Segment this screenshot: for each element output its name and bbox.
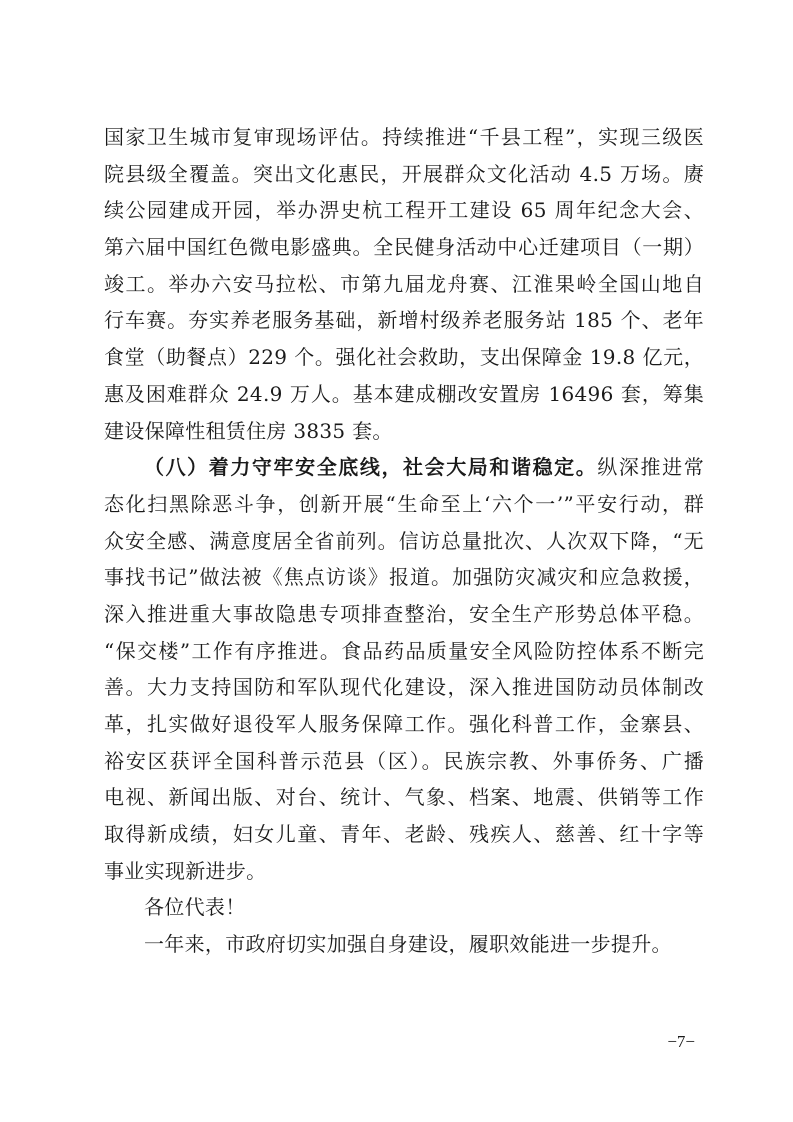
- text-line: 善。大力支持国防和军队现代化建设，深入推进国防动员体制改: [104, 675, 704, 700]
- heading-line-rest: 纵深推进常: [597, 455, 704, 480]
- text-line: 裕安区获评全国科普示范县（区）。民族宗教、外事侨务、广播: [104, 748, 704, 773]
- page-number: −7−: [667, 1032, 695, 1051]
- text-line: 院县级全覆盖。突出文化惠民，开展群众文化活动 4.5 万场。赓: [104, 161, 704, 186]
- text-line: 态化扫黑除恶斗争，创新开展“生命至上‘六个一’”平安行动，群: [104, 491, 704, 516]
- text-line: 革，扎实做好退役军人服务保障工作。强化科普工作，金寨县、: [104, 712, 704, 736]
- text-line: 取得新成绩，妇女儿童、青年、老龄、残疾人、慈善、红十字等: [104, 822, 704, 847]
- body-text: [104, 119, 704, 963]
- text-line: 事业实现新进步。: [104, 858, 267, 883]
- section-heading-line: [104, 449, 704, 486]
- text-line: 事找书记”做法被《焦点访谈》报道。加强防灾减灾和应急救援，: [104, 565, 704, 590]
- section-heading: （八）着力守牢安全底线，社会大局和谐稳定。: [144, 455, 598, 480]
- closing-line: 一年来，市政府切实加强自身建设，履职效能进一步提升。: [144, 932, 672, 957]
- salutation: 各位代表！: [144, 895, 246, 920]
- text-line: 行车赛。夯实养老服务基础，新增村级养老服务站 185 个、老年: [104, 308, 704, 333]
- text-line: 建设保障性租赁住房 3835 套。: [104, 418, 393, 443]
- text-line: 电视、新闻出版、对台、统计、气象、档案、地震、供销等工作: [104, 785, 704, 810]
- text-line: 第六届中国红色微电影盛典。全民健身活动中心迁建项目（一期）: [104, 235, 704, 260]
- text-line: 竣工。举办六安马拉松、市第九届龙舟赛、江淮果岭全国山地自: [104, 271, 704, 296]
- text-line: 国家卫生城市复审现场评估。持续推进“千县工程”，实现三级医: [104, 125, 704, 149]
- text-line: 食堂（助餐点）229 个。强化社会救助，支出保障金 19.8 亿元，: [104, 345, 704, 370]
- text-line: 续公园建成开园，举办淠史杭工程开工建设 65 周年纪念大会、: [104, 198, 704, 223]
- text-line: “保交楼”工作有序推进。食品药品质量安全风险防控体系不断完: [104, 638, 704, 663]
- text-line: 众安全感、满意度居全省前列。信访总量批次、人次双下降，“无: [104, 528, 704, 553]
- text-line: 惠及困难群众 24.9 万人。基本建成棚改安置房 16496 套，筹集: [104, 381, 704, 406]
- text-line: 深入推进重大事故隐患专项排查整治，安全生产形势总体平稳。: [104, 601, 704, 626]
